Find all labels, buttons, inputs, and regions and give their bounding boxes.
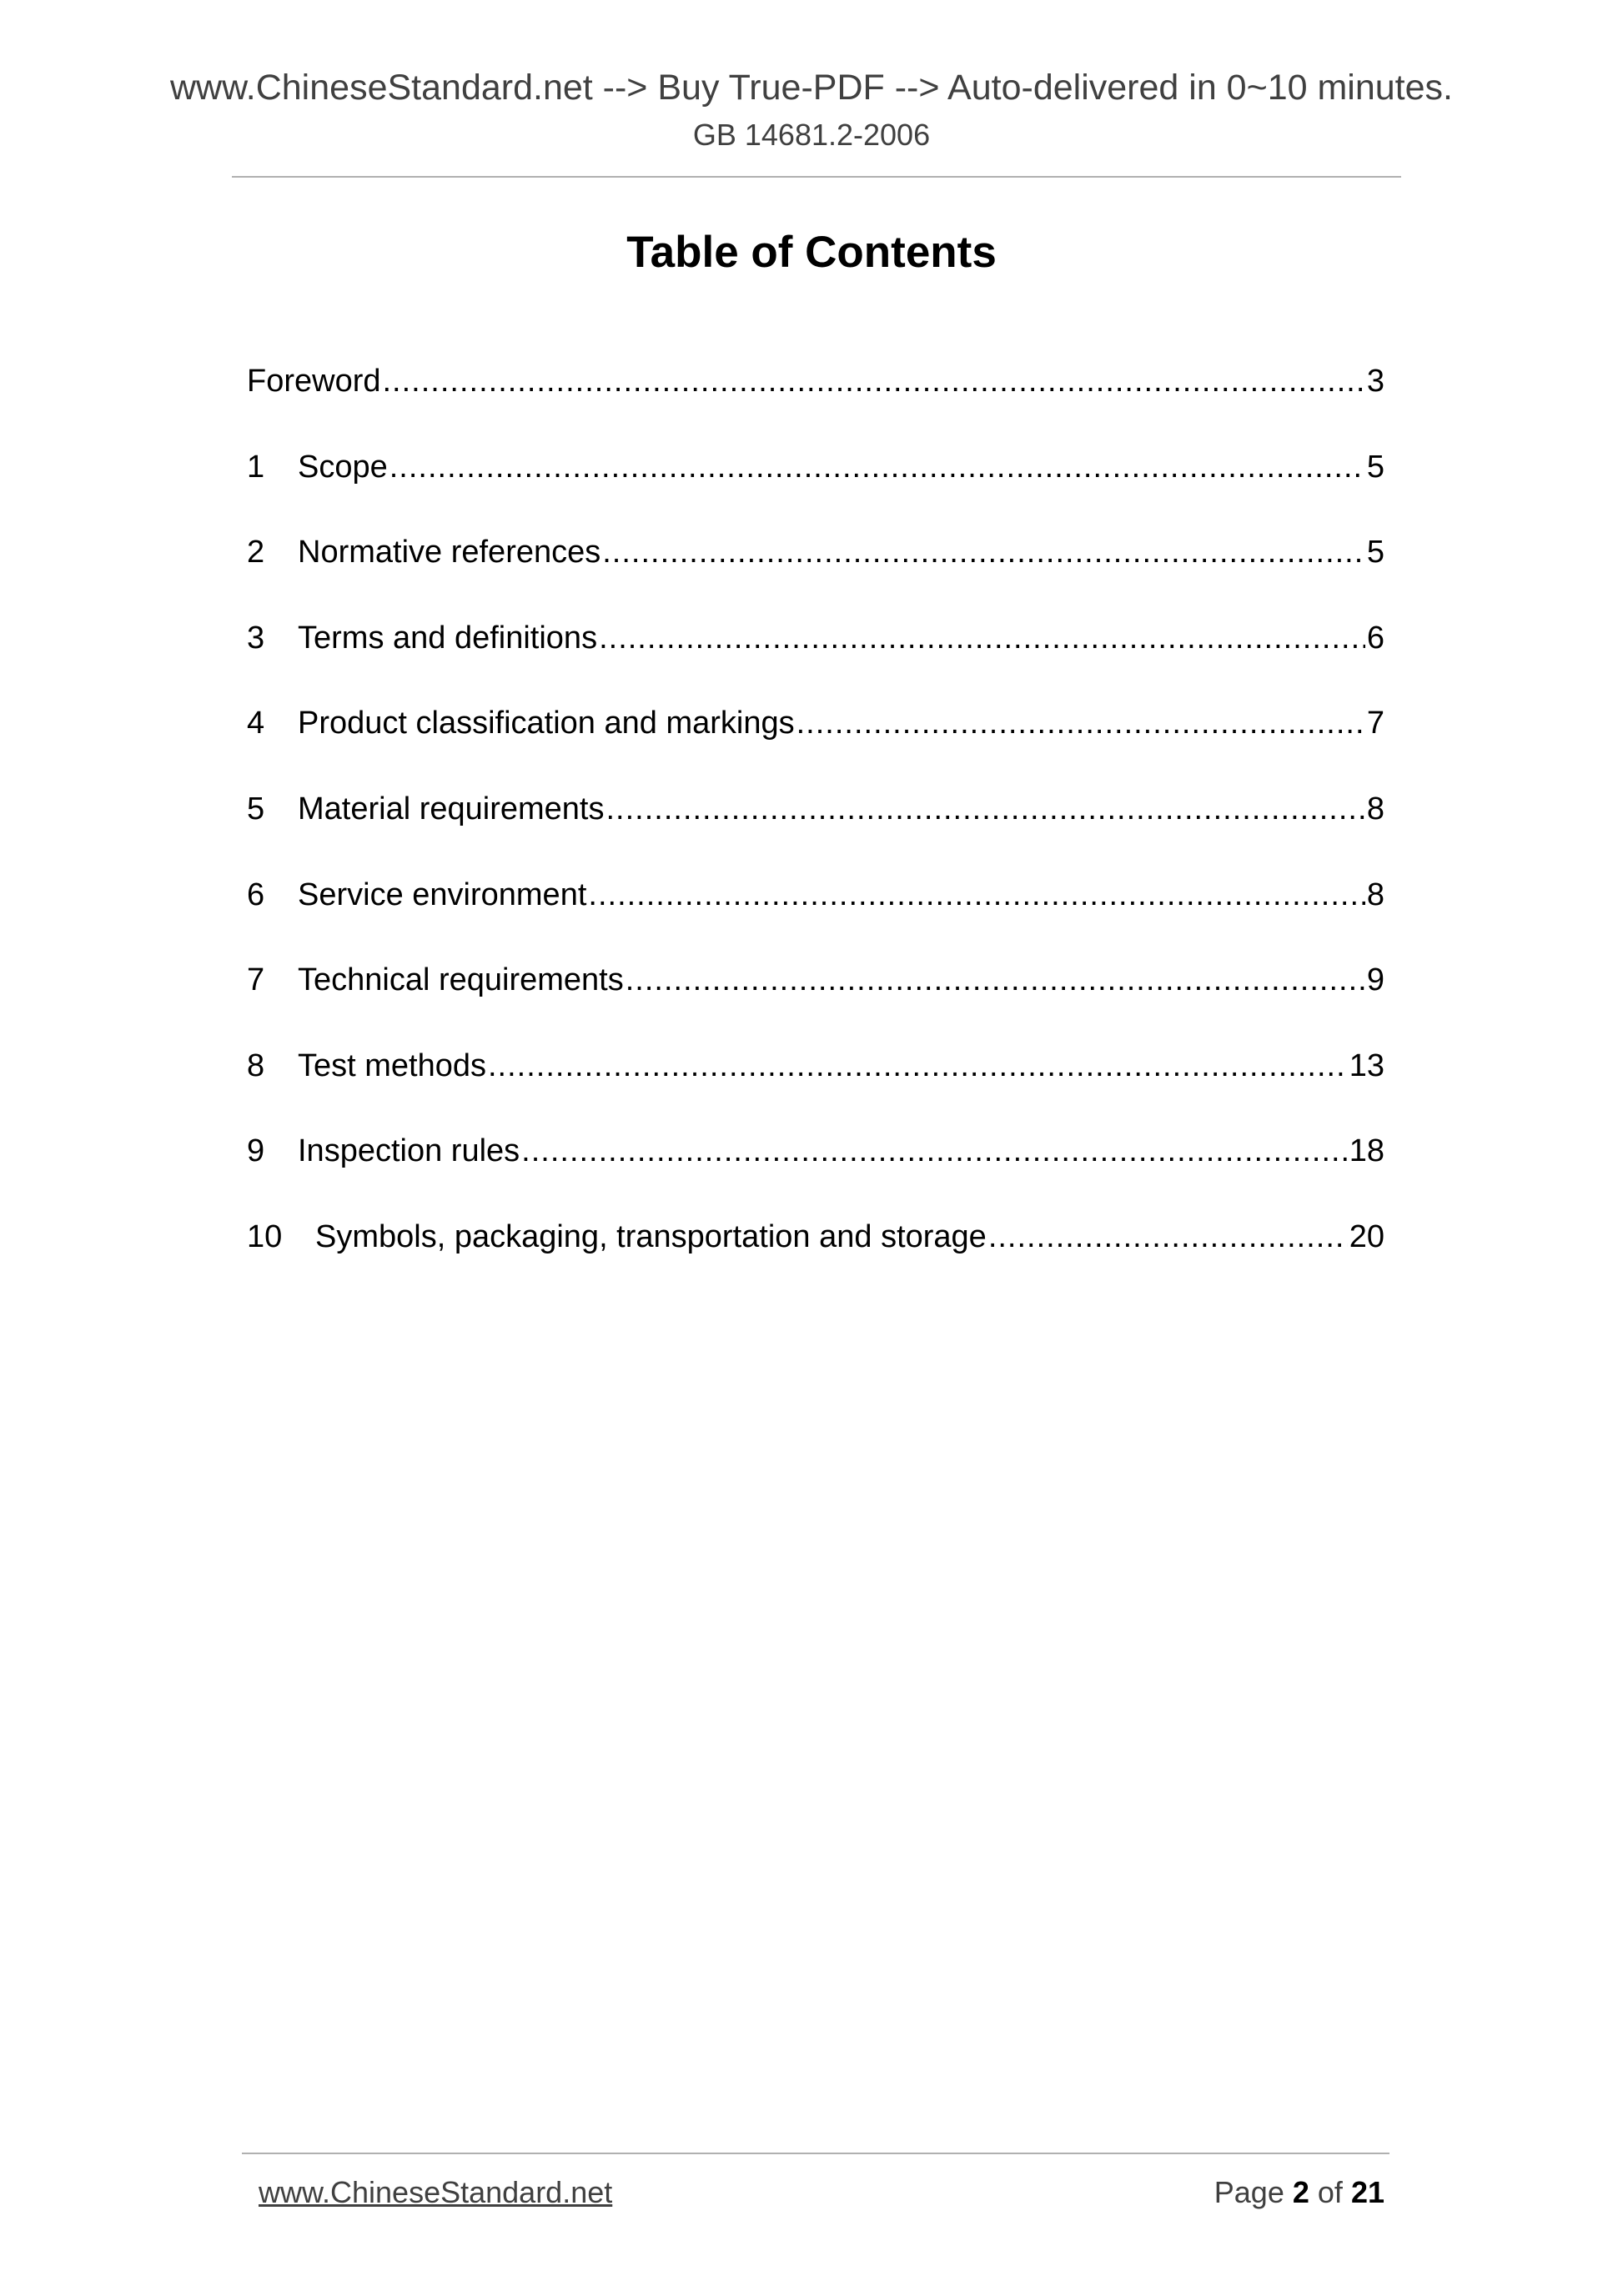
page-prefix: Page [1213,2175,1284,2209]
toc-entry-page: 7 [1366,706,1384,741]
header-banner: www.ChineseStandard.net --> Buy True-PDF --> Auto-delivered in 0~10 minutes. [169,68,1453,108]
toc-entry-symbols-packaging[interactable] [247,1213,1384,1299]
toc-entry-number: 1 [247,449,265,485]
toc-dot-leader [383,357,1365,405]
toc-entry-number: 7 [247,962,265,998]
toc-entry-page: 8 [1366,877,1384,912]
current-page-number: 2 [1292,2175,1309,2209]
toc-entry-test-methods[interactable] [247,1042,1384,1128]
toc-entry-service-environment[interactable] [247,871,1384,957]
toc-entry-terms-and-definitions[interactable] [247,614,1384,700]
toc-entry-product-classification[interactable] [247,699,1384,785]
footer-divider [242,2153,1389,2154]
toc-entry-number: 9 [247,1133,265,1169]
toc-entry-foreword[interactable] [247,357,1384,443]
toc-entry-number: 10 [247,1218,283,1254]
toc-entry-label: Symbols, packaging, transportation and storage [315,1218,987,1254]
toc-entry-label: Scope [298,449,388,485]
page-of: of [1317,2175,1343,2209]
toc-list [247,357,1384,1299]
toc-entry-page: 20 [1349,1218,1384,1254]
page-indicator [1214,2174,1384,2211]
toc-entry-page: 13 [1349,1048,1384,1083]
toc-entry-number: 3 [247,620,265,656]
toc-dot-leader [796,699,1365,747]
toc-entry-page: 3 [1366,364,1384,399]
toc-entry-label: Product classification and markings [298,706,795,741]
toc-dot-leader [626,956,1365,1004]
toc-entry-label: Terms and definitions [298,620,598,656]
toc-entry-scope[interactable] [247,443,1384,529]
toc-entry-label: Foreword [247,364,381,399]
toc-dot-leader [605,785,1364,833]
toc-entry-label: Inspection rules [298,1133,520,1169]
toc-entry-label: Normative references [298,535,601,570]
toc-dot-leader [988,1213,1348,1261]
toc-entry-page: 6 [1366,620,1384,656]
toc-entry-normative-references[interactable] [247,528,1384,614]
toc-entry-inspection-rules[interactable] [247,1127,1384,1213]
toc-entry-label: Technical requirements [298,962,624,998]
toc-entry-page: 8 [1366,791,1384,826]
toc-entry-number: 8 [247,1048,265,1083]
toc-dot-leader [588,871,1364,919]
toc-entry-page: 5 [1366,449,1384,485]
toc-entry-page: 18 [1349,1133,1384,1169]
toc-dot-leader [488,1042,1348,1090]
toc-title: Table of Contents [626,228,997,277]
toc-entry-number: 4 [247,706,265,741]
document-id: GB 14681.2-2006 [692,118,931,152]
toc-entry-label: Service environment [298,877,587,912]
toc-entry-number: 2 [247,535,265,570]
footer-website-link[interactable]: www.ChineseStandard.net [259,2175,613,2209]
toc-dot-leader [389,443,1365,491]
toc-entry-technical-requirements[interactable] [247,956,1384,1042]
toc-entry-page: 5 [1366,535,1384,570]
toc-entry-page: 9 [1366,962,1384,998]
toc-dot-leader [599,614,1365,662]
toc-entry-label: Material requirements [298,791,605,826]
toc-entry-number: 6 [247,877,265,912]
total-page-count: 21 [1350,2175,1384,2209]
toc-dot-leader [602,528,1365,576]
toc-entry-label: Test methods [298,1048,486,1083]
toc-entry-number: 5 [247,791,265,826]
header-divider [232,176,1401,178]
toc-entry-material-requirements[interactable] [247,785,1384,871]
toc-dot-leader [521,1127,1348,1175]
